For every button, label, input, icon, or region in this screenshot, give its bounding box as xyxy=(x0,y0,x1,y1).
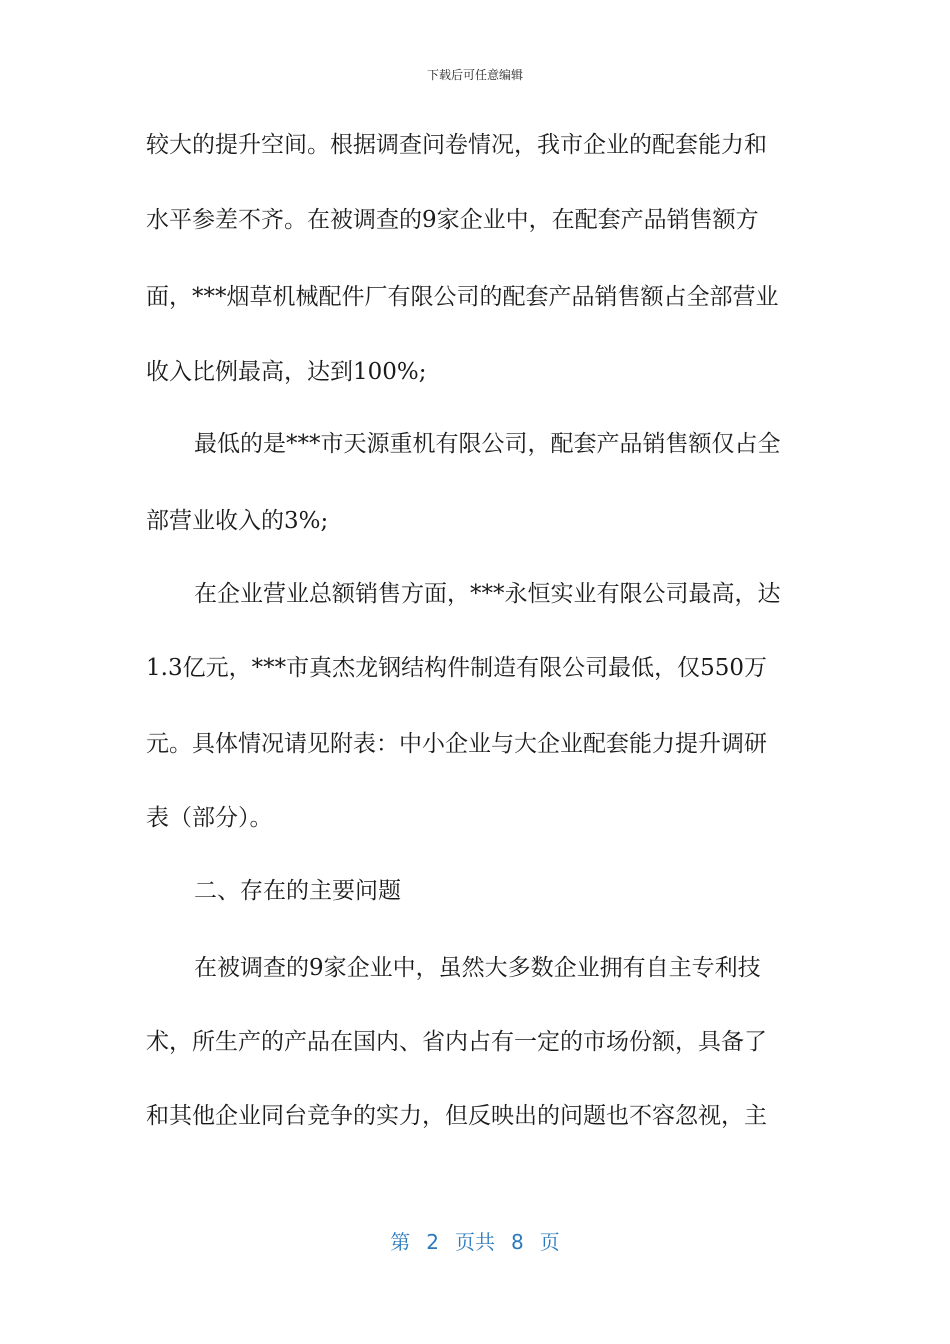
footer-suffix: 页 xyxy=(539,1230,560,1254)
text-line: 和其他企业同台竞争的实力，但反映出的问题也不容忽视，主 xyxy=(146,1103,767,1129)
text-line: 元。具体情况请见附表：中小企业与大企业配套能力提升调研 xyxy=(146,731,767,757)
page-footer xyxy=(0,1226,950,1255)
text-line: 表（部分）。 xyxy=(146,805,273,831)
text-line: 面，***烟草机械配件厂有限公司的配套产品销售额占全部营业 xyxy=(146,284,779,310)
footer-middle: 页共 xyxy=(455,1230,495,1254)
text-line: 1.3亿元，***市真杰龙钢结构件制造有限公司最低，仅550万 xyxy=(146,655,767,681)
text-line: 最低的是***市天源重机有限公司，配套产品销售额仅占全 xyxy=(194,431,781,457)
page-header: 下载后可任意编辑 xyxy=(426,68,523,82)
footer-prefix: 第 xyxy=(390,1230,411,1254)
text-line: 在被调查的9家企业中，虽然大多数企业拥有自主专利技 xyxy=(194,955,761,981)
text-line: 收入比例最高，达到100%; xyxy=(146,359,427,385)
text-line: 较大的提升空间。根据调查问卷情况，我市企业的配套能力和 xyxy=(146,132,767,158)
section-heading: 二、存在的主要问题 xyxy=(194,878,401,904)
text-line: 水平参差不齐。在被调查的9家企业中，在配套产品销售额方 xyxy=(146,207,759,233)
footer-total-pages: 8 xyxy=(511,1230,524,1254)
text-line: 术，所生产的产品在国内、省内占有一定的市场份额，具备了 xyxy=(146,1029,767,1055)
text-line: 在企业营业总额销售方面，***永恒实业有限公司最高，达 xyxy=(194,581,781,607)
text-line: 部营业收入的3%; xyxy=(146,508,329,534)
footer-page-number: 2 xyxy=(426,1230,439,1254)
